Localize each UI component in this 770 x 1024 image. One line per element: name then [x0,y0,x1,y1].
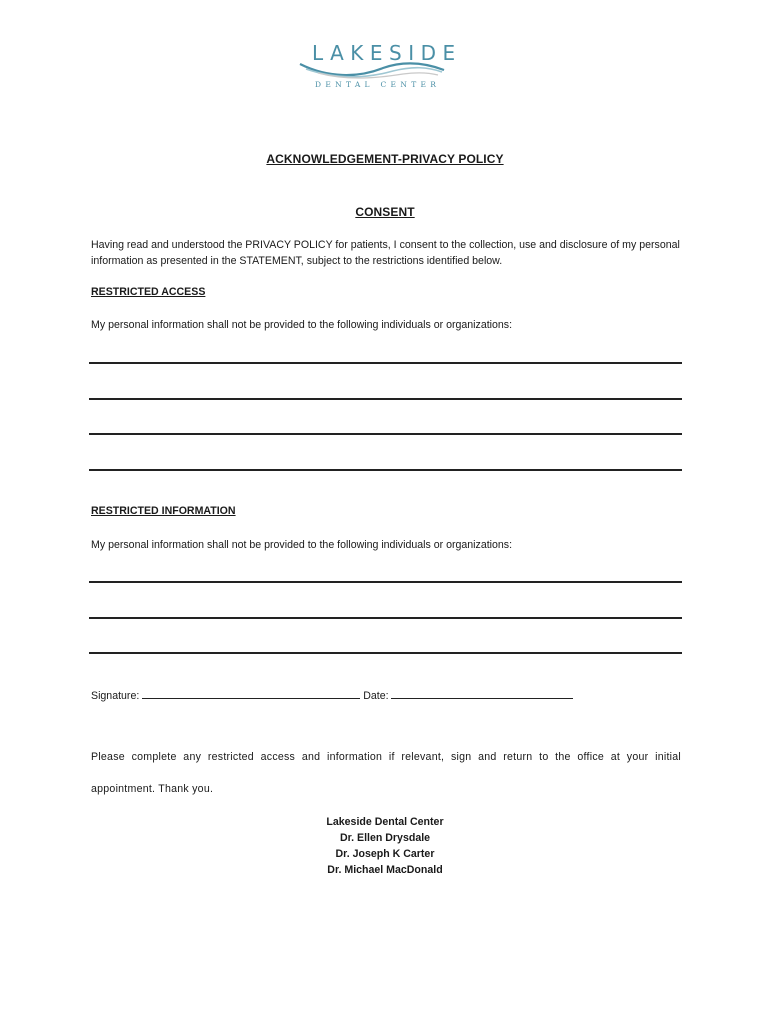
restricted-access-text: My personal information shall not be provided to the following individuals or organizations: [91,319,513,331]
closing-instruction-line-2: appointment. Thank you. [91,783,214,795]
doctor-name: Dr. Michael MacDonald [327,864,443,876]
restricted-access-line-3[interactable] [89,433,682,435]
intro-paragraph: Having read and understood the PRIVACY POLICY for patients, I consent to the collection, use and disclosure of my personal information as presented in the STATEMENT, subject to the restrictions identified below. [91,239,680,267]
logo-subtitle: DENTAL CENTER [315,80,441,89]
date-label: Date: [363,690,389,702]
signature-row [91,688,573,702]
restricted-access-line-1[interactable] [89,362,682,364]
lakeside-logo [298,38,462,94]
closing-instruction-line-1: Please complete any restricted access and information if relevant, sign and return to the office at your initial [91,751,681,763]
restricted-information-line-2[interactable] [89,617,682,619]
restricted-information-heading: RESTRICTED INFORMATION [91,505,236,517]
logo-wordmark: LAKESIDE [312,41,462,65]
practice-signature-block [0,814,770,878]
restricted-access-line-4[interactable] [89,469,682,471]
doctor-name: Dr. Joseph K Carter [335,848,435,860]
section-title-consent: CONSENT [355,205,415,219]
signature-field[interactable] [142,688,360,699]
date-field[interactable] [391,688,573,699]
restricted-access-line-2[interactable] [89,398,682,400]
signature-label: Signature: [91,690,140,702]
restricted-information-text: My personal information shall not be provided to the following individuals or organizations: [91,539,513,551]
restricted-access-heading: RESTRICTED ACCESS [91,286,206,298]
doctor-name: Dr. Ellen Drysdale [339,832,431,844]
restricted-information-line-1[interactable] [89,581,682,583]
restricted-information-line-3[interactable] [89,652,682,654]
practice-name: Lakeside Dental Center [326,816,444,828]
document-title: ACKNOWLEDGEMENT-PRIVACY POLICY [266,152,504,166]
